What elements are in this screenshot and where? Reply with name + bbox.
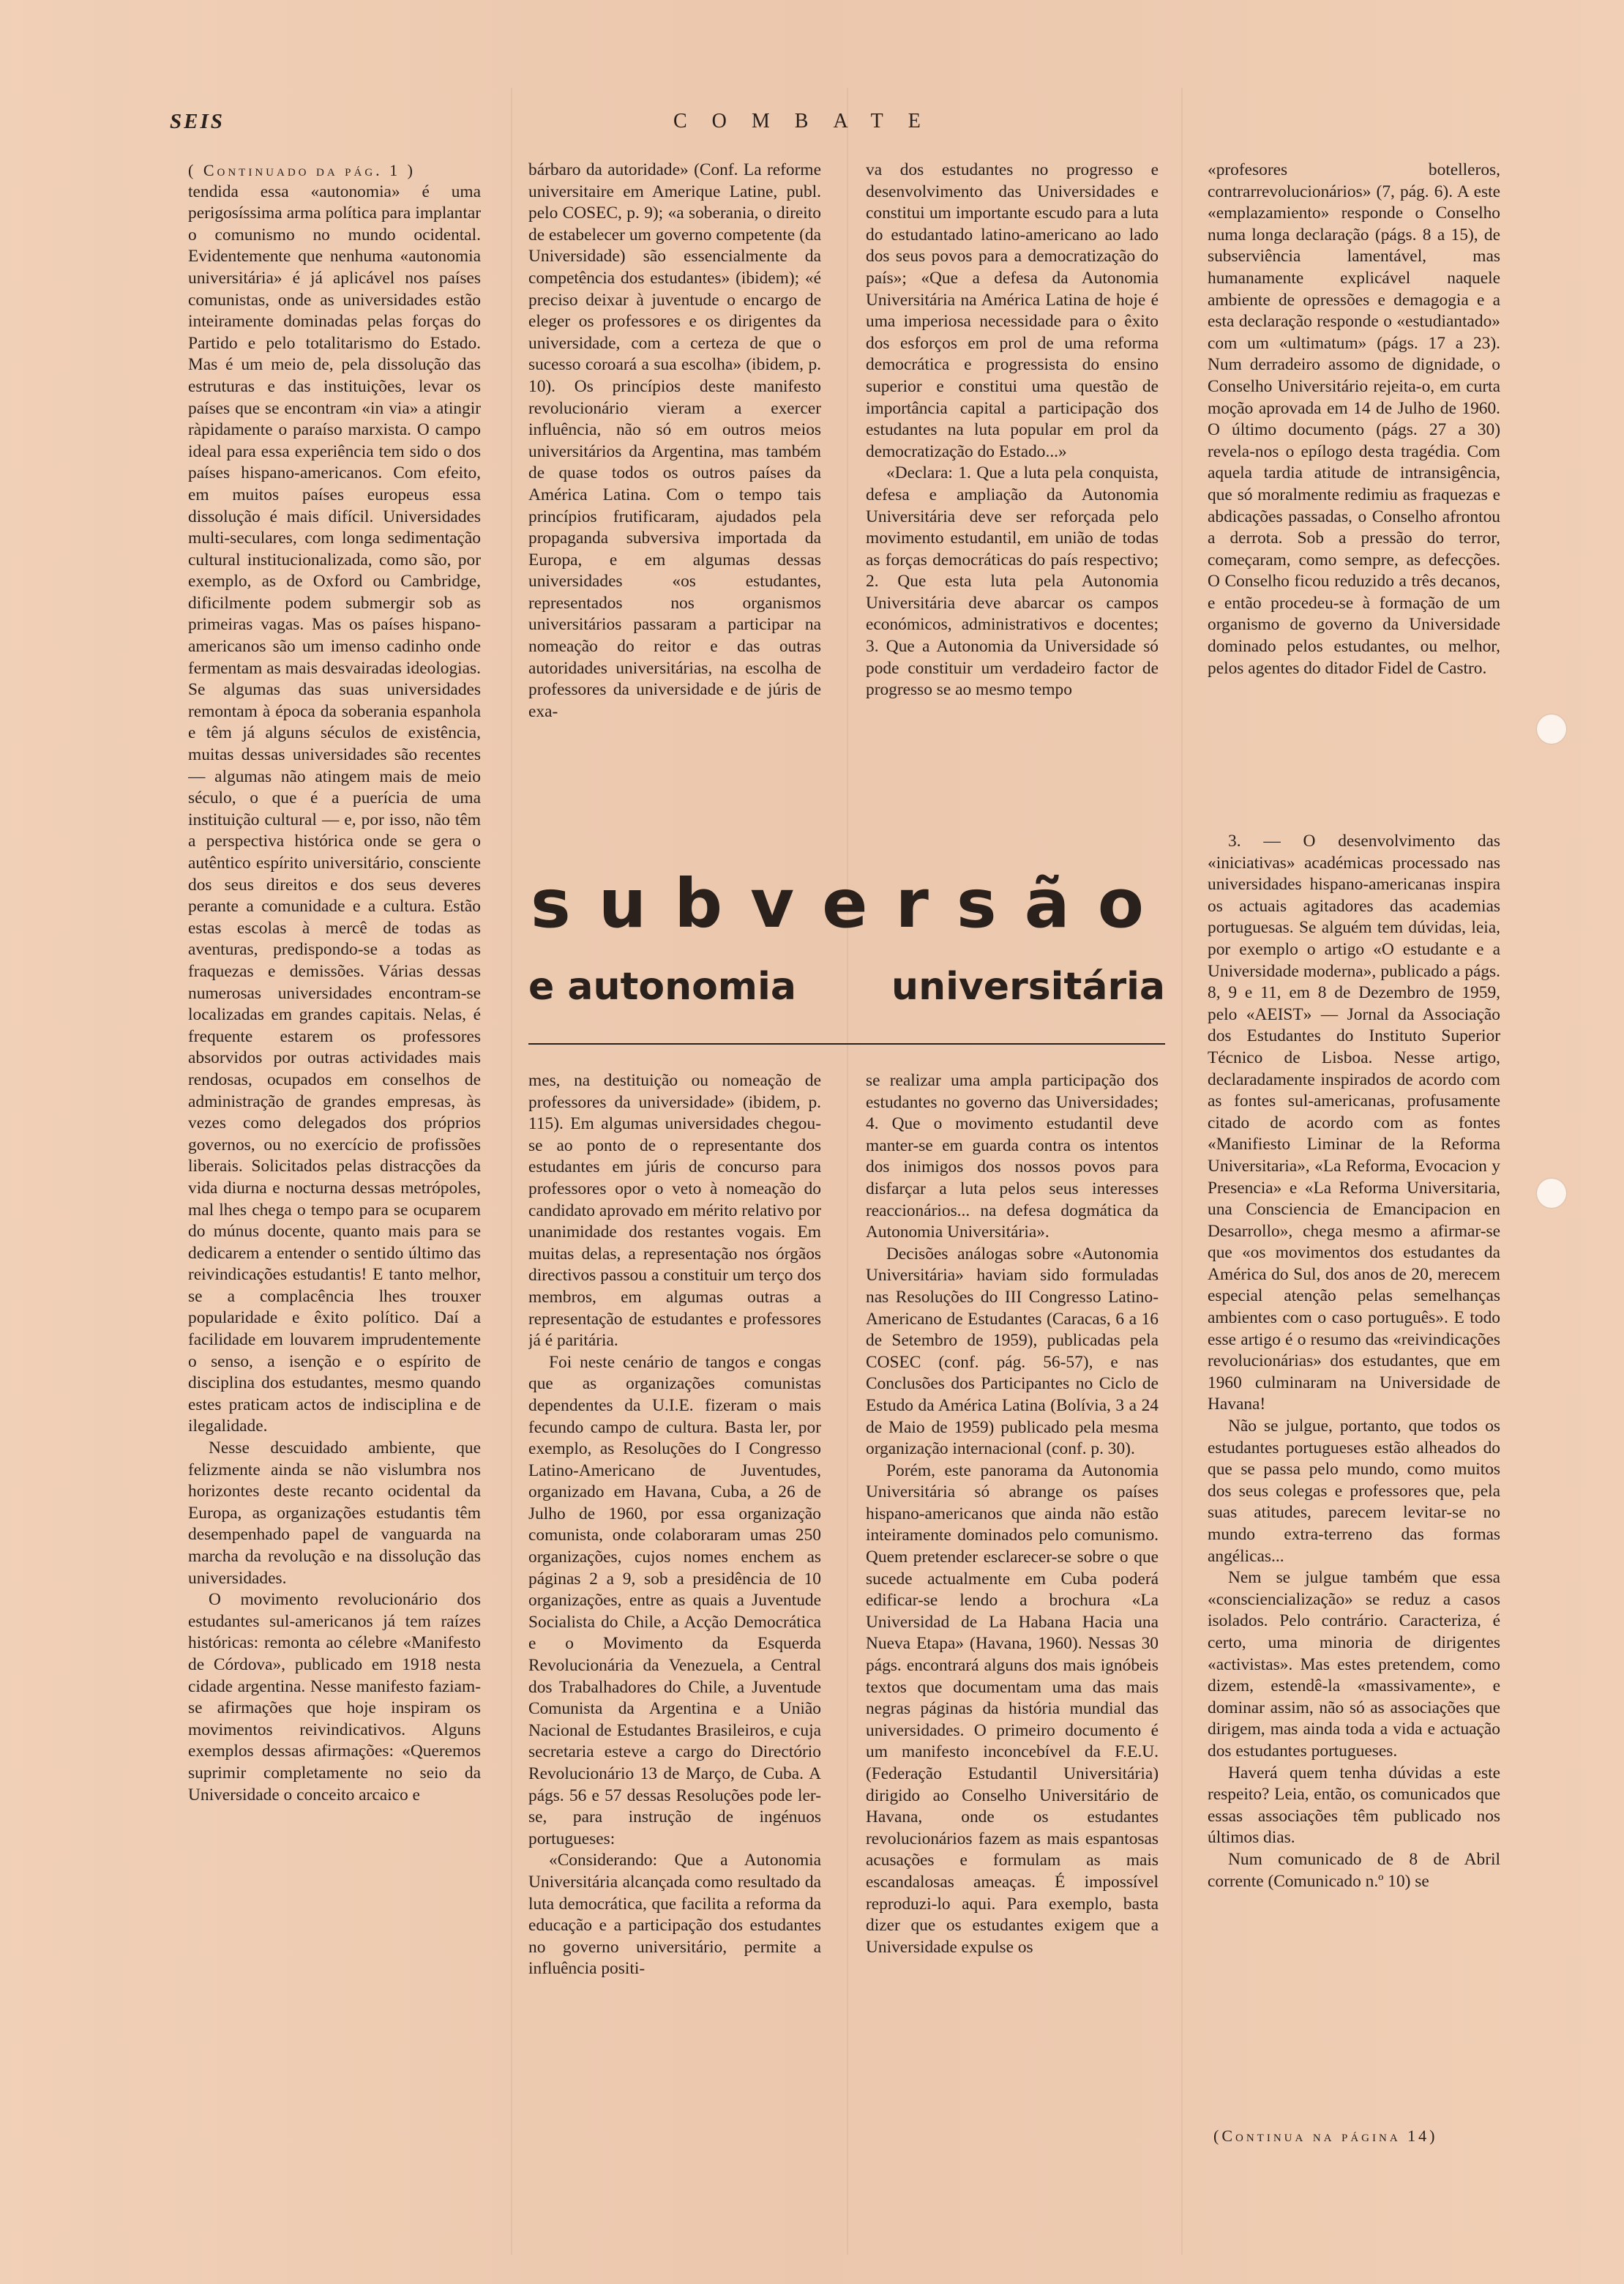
- paragraph: «profesores botelleros, contrarrevolucionários» (7, pág. 6). A este «emplazamiento» responde o Conselho numa longa declaração (págs. 8 a 15), de subserviência lamentável, mas humanamente explicável naquele ambiente de opressões e demagogia e a esta declaração responde o «estudiantado» com um «ultimatum» (págs. 17 a 23). Num derradeiro assomo de dignidade, o Conselho Universitário rejeita-o, em curta moção aprovada em 14 de Julho de 1960. O último documento (págs. 27 a 30) revela-nos o epílogo desta tragédia. Com aquela tardia atitude de intransigência, que só moralmente redimiu as fraquezas e abdicações passadas, o Conselho afrontou a derrota. Sob a pressão do terror, começaram, como sempre, as defecções. O Conselho ficou reduzido a três decanos, e então procedeu-se à formação de um organismo de governo da Universidade dominado pelos estudantes, ou melhor, pelos agentes do ditador Fidel de Castro.: [1208, 160, 1500, 678]
- headline-subtitle: [528, 965, 1165, 1009]
- paragraph: Decisões análogas sobre «Autonomia Universitária» haviam sido formuladas nas Resoluções do III Congresso Latino-Americano de Estudantes (Caracas, 6 a 16 de Setembro de 1959), publicadas pela COSEC (conf. pág. 56-57), e nas Conclusões dos Participantes no Ciclo de Estudo da América Latina (Bolívia, 3 a 24 de Maio de 1959) publicado pela mesma organização internacional (conf. p. 30).: [866, 1244, 1159, 1459]
- article-column-4-bottom: [1208, 831, 1500, 2149]
- paragraph: va dos estudantes no progresso e desenvolvimento das Universidades e constitui um importante escudo para a luta do estudantado latino-americano ao lado dos seus povos para a democratização do país»; «Que a defesa da Autonomia Universitária na América Latina de hoje é uma imperiosa necessidade para o êxito dos esforços em prol de uma reforma democrática e progressista do ensino superior e constitui uma questão de importância capital a participação dos estudantes na luta popular em prol da democratização do Estado...»: [866, 160, 1159, 461]
- headline-title: subversão: [531, 865, 1172, 943]
- article-column-4-top: [1208, 160, 1500, 818]
- paragraph: bárbaro da autoridade» (Conf. La reforme universitaire em Amerique Latine, publ. pelo COSEC, p. 9); «a soberania, o direito de estabelecer um governo competente (da Universidade) são essencialmente da competência dos estudantes» (ibidem); «é preciso deixar à juventude o encargo de eleger os professores e os dirigentes da universidade, com a certeza de que o sucesso coroará a sua escolha» (ibidem, p. 10). Os princípios deste manifesto revolucionário vieram a exercer influência, não só em outros meios universitários da Argentina, mas também de quase todos os outros países da América Latina. Com o tempo tais princípios frutificaram, ajudados pela propaganda subversiva importada da Europa, e em algumas dessas universidades «os estudantes, representados nos organismos universitários passaram a participar na nomeação do reitor e das outras autoridades universitárias, na escolha de professores da universidade e de júris de exa-: [528, 160, 821, 721]
- paragraph: tendida essa «autonomia» é uma perigosíssima arma política para implantar o comunismo no mundo ocidental. Evidentemente que nenhuma «autonomia universitária» é já aplicável nos países comunistas, onde as universidades estão inteiramente dominadas pelas forças do Partido e pelo totalitarismo do Estado. Mas é um meio de, pela dissolução das estruturas e das instituições, levar os países que se encontram «in via» a atingir ràpidamente o paraíso marxista. O campo ideal para essa experiência tem sido o dos países hispano-americanos. Com efeito, em muitos países europeus essa dissolução é mais difícil. Universidades multi-seculares, com longa sedimentação cultural institucionalizada, como são, por exemplo, as de Oxford ou Cambridge, dificilmente podem submergir sob as primeiras vagas. Mas os países hispano-americanos são um imenso cadinho onde fermentam as mais desvairadas ideologias. Se algumas das suas universidades remontam à época da soberania espanhola e têm já alguns séculos de existência, muitas dessas universidades são recentes — algumas não atingem mais de meio século, o que é a puerícia de uma instituição cultural — e, por isso, não têm a perspectiva histórica onde se gera o autêntico espírito universitário, consciente dos seus direitos e dos seus deveres perante a comunidade e a cultura. Estão estas escolas à mercê de todas as aventuras, predispondo-se a todas as fraquezas e demissões. Várias dessas numerosas universidades encontram-se localizadas em grandes capitais. Nelas, é frequente estarem os professores absorvidos por outras actividades mais rendosas, ocupados em conselhos de administração de grandes empresas, às vezes como delegados dos próprios governos, ou no exercício de profissões liberais. Solicitados pelas distracções da vida diurna e nocturna dessas metrópoles, mal lhes chega o tempo para se ocuparem do múnus docente, quanto mais para se dedicarem a entender o sentido último das reivindicações estudantis! E tanto melhor, se a complacência lhes trouxer popularidade e êxito político. Daí a facilidade em louvarem imprudentemente o senso, a isenção e o espírito de disciplina dos estudantes, mesmo quando estes praticam actos de indisciplina e de ilegalidade.: [188, 182, 481, 1436]
- paragraph: Nem se julgue também que essa «consciencialização» se reduz a casos isolados. Pelo contrário. Caracteriza, é certo, uma minoria de dirigentes «activistas». Mas estes pretendem, como dizem, estendê-la «massivamente», e dominar assim, não só as associações que dirigem, mas ainda toda a vida e actuação dos estudantes portugueses.: [1208, 1568, 1500, 1761]
- paragraph: Porém, este panorama da Autonomia Universitária só abrange os países hispano-americanos que ainda não estão inteiramente dominados pelo comunismo. Quem pretender esclarecer-se sobre o que sucede actualmente em Cuba poderá edificar-se lendo a brochura «La Universidad de La Habana Hacia una Nueva Etapa» (Havana, 1960). Nessas 30 págs. encontrará alguns dos mais ignóbeis textos que documentam uma das mais negras páginas da história mundial das universidades. O primeiro documento é um manifesto inconcebível da F.E.U. (Federação Estudantil Universitária) dirigido ao Conselho Universitário de Havana, onde os estudantes revolucionários fazem as mais espantosas acusações e formulam as mais escandalosas ameaças. É impossível reproduzi-lo aqui. Para exemplo, basta dizer que os estudantes exigem que a Universidade expulse os: [866, 1460, 1159, 1957]
- paragraph: mes, na destituição ou nomeação de professores da universidade» (ibidem, p. 115). Em algumas universidades chegou-se ao ponto de o representante dos estudantes em júris de concurso para professores opor o veto à nomeação do candidato aprovado em mérito relativo por unanimidade dos restantes vogais. Em muitas delas, a representação nos órgãos directivos passou a constituir um terço dos membros, em algumas outras a representação de estudantes e professores já é paritária.: [528, 1071, 821, 1351]
- paragraph: «Considerando: Que a Autonomia Universitária alcançada como resultado da luta democrática, que facilita a reforma da educação e a participação dos estudantes no governo universitário, permite a influência positi-: [528, 1851, 821, 1979]
- headline-subtitle-left: e autonomia: [528, 965, 796, 1009]
- article-column-3-top: [866, 160, 1159, 813]
- continued-to-note: (Continua na página 14): [1213, 2127, 1438, 2145]
- paragraph: se realizar uma ampla participação dos estudantes no governo das Universidades; 4. Que o movimento estudantil deve manter-se em guarda contra os intentos dos inimigos dos nossos povos para disfarçar a luta pelos seus interesses reaccionários... na defesa dogmática da Autonomia Universitária».: [866, 1071, 1159, 1242]
- continued-from-note: ( Continuado da pág. 1 ): [188, 161, 416, 179]
- masthead: COMBATE: [673, 110, 946, 133]
- punch-hole: [1537, 714, 1566, 744]
- headline-rule: [528, 1043, 1165, 1045]
- column-gutter: [511, 88, 512, 2255]
- paragraph: O movimento revolucionário dos estudantes sul-americanos já tem raízes históricas: remonta ao célebre «Manifesto de Córdova», publicado em 1918 nesta cidade argentina. Nesse manifesto faziam-se afirmações que hoje inspiram os movimentos reivindicativos. Alguns exemplos dessas afirmações: «Queremos suprimir completamente no seio da Universidade o conceito arcaico e: [188, 1590, 481, 1805]
- page-label: SEIS: [170, 110, 225, 133]
- punch-hole: [1537, 1179, 1566, 1208]
- article-column-1: [188, 160, 481, 2154]
- article-column-3-bottom: [866, 1070, 1159, 2161]
- paragraph: Haverá quem tenha dúvidas a este respeito? Leia, então, os comunicados que essas associações têm publicado nos últimos dias.: [1208, 1763, 1500, 1848]
- paragraph: Não se julgue, portanto, que todos os estudantes portugueses estão alheados do que se passa pelo mundo, como muitos dos seus colegas e professores que, pela suas atitudes, parecem levitar-se no mundo extra-terreno das formas angélicas...: [1208, 1417, 1500, 1566]
- article-column-2-bottom: [528, 1070, 821, 2161]
- paragraph: Foi neste cenário de tangos e congas que as organizações comunistas dependentes da U.I.E. fizeram o mais fecundo campo de cultura. Basta ler, por exemplo, as Resoluções do I Congresso Latino-Americano de Juventudes, organizado em Havana, Cuba, a 26 de Julho de 1960, por essa organização comunista, onde colaboraram umas 250 organizações, cujos nomes enchem as páginas 2 a 9, sob a presidência de 10 organizações, entre as quais a Juventude Socialista do Chile, a Acção Democrática e o Movimento da Esquerda Revolucionária da Venezuela, a Central dos Trabalhadores do Chile, a Juventude Comunista da Argentina e a União Nacional de Estudantes Brasileiros, e cuja secretaria esteve a cargo do Directório Revolucionário 13 de Março, de Cuba. A págs. 56 e 57 dessas Resoluções pode ler-se, para instrução de ingénuos portugueses:: [528, 1352, 821, 1848]
- column-gutter: [847, 88, 848, 2255]
- paragraph: Nesse descuidado ambiente, que felizmente ainda se não vislumbra nos horizontes deste recanto ocidental da Europa, as organizações estudantis têm desempenhado papel de vanguarda na marcha da revolução e na dissolução das universidades.: [188, 1438, 481, 1588]
- article-column-2-top: [528, 160, 821, 813]
- column-gutter: [1181, 88, 1183, 2255]
- paragraph: «Declara: 1. Que a luta pela conquista, defesa e ampliação da Autonomia Universitária deve ser reforçada pelo movimento estudantil, em união de todas as forças democráticas do país respectivo; 2. Que esta luta pela Autonomia Universitária deve abarcar os campos económicos, administrativos e docentes; 3. Que a Autonomia da Universidade só pode constituir um verdadeiro factor de progresso se ao mesmo tempo: [866, 463, 1159, 700]
- paragraph: Num comunicado de 8 de Abril corrente (Comunicado n.º 10) se: [1208, 1849, 1500, 1891]
- paragraph: 3. — O desenvolvimento das «iniciativas» académicas processado nas universidades hispano-americanas inspira os actuais agitadores das academias portuguesas. Se alguém tem dúvidas, leia, por exemplo o artigo «O estudante e a Universidade moderna», publicado a págs. 8, 9 e 11, em 8 de Dezembro de 1959, pelo «AEIST» — Jornal da Associação dos Estudantes do Instituto Superior Técnico de Lisboa. Nesse artigo, declaradamente inspirados de acordo com as fontes sul-americanas, profusamente citado de acordo com as fontes «Manifiesto Liminar de la Reforma Universitaria», «La Reforma, Evocacion y Presencia» e «La Reforma Universitaria, una Consciencia de Emancipacion en Desarrollo», chega mesmo a afirmar-se que «os movimentos dos estudantes da América do Sul, dos anos de 20, merecem especial atenção pelas semelhanças ambientes com o caso português». E todo esse artigo é o resumo das «reivindicações revolucionárias» dos estudantes, que em 1960 culminaram na Universidade de Havana!: [1208, 832, 1500, 1414]
- headline-subtitle-right: universitária: [891, 965, 1165, 1009]
